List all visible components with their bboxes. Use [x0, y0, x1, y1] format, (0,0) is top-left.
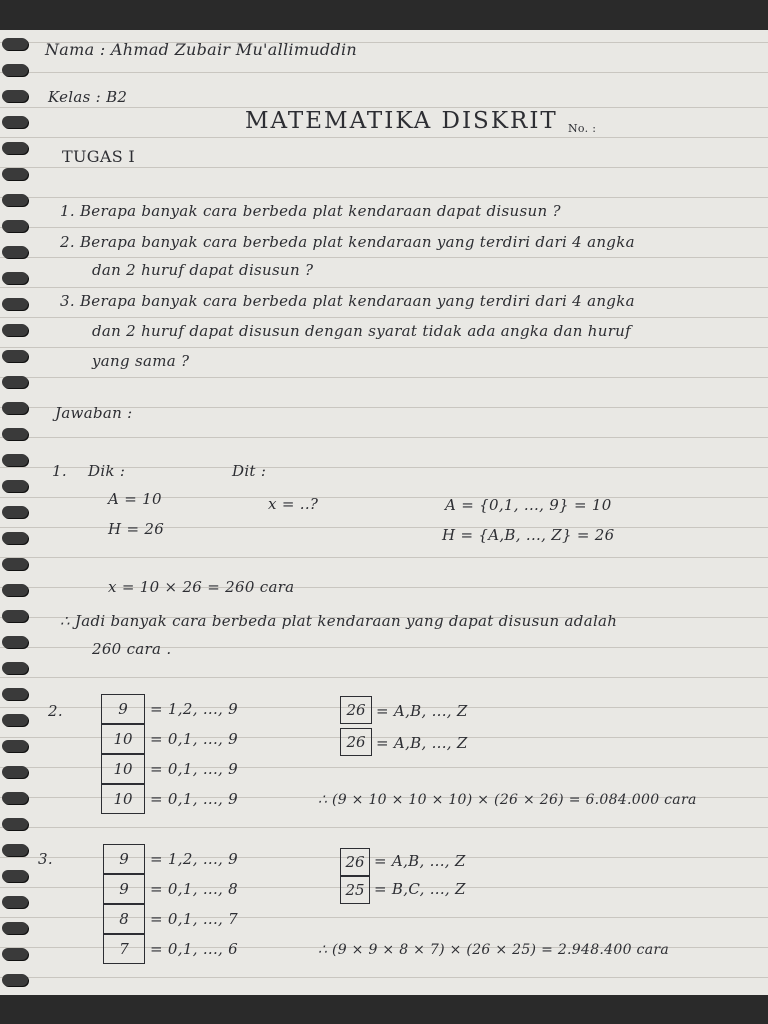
- class-line: Kelas : B2: [48, 88, 128, 106]
- a2-digit-range-3: = 0,1, ..., 9: [150, 760, 239, 778]
- spiral-ring: [2, 532, 28, 544]
- a1-calc: x = 10 × 26 = 260 cara: [108, 578, 295, 596]
- a1-conclusion-2: 260 cara .: [92, 640, 172, 658]
- spiral-ring: [2, 948, 28, 960]
- spiral-ring: [2, 636, 28, 648]
- a1-question: x = ..?: [268, 495, 319, 513]
- a3-digit-box-4: 7: [103, 934, 145, 964]
- spiral-ring: [2, 402, 28, 414]
- spiral-ring: [2, 896, 28, 908]
- spiral-ring: [2, 844, 28, 856]
- spiral-ring: [2, 376, 28, 388]
- a1-conclusion-1: ∴ Jadi banyak cara berbeda plat kendaraan yang dapat disusun adalah: [60, 612, 618, 630]
- a3-digit-range-1: = 1,2, ..., 9: [150, 850, 239, 868]
- no-label: No. :: [568, 122, 597, 135]
- a3-digit-range-3: = 0,1, ..., 7: [150, 910, 239, 928]
- a3-letter-range-1: = A,B, ..., Z: [374, 852, 466, 870]
- a1-h-value: H = 26: [108, 520, 165, 538]
- spiral-ring: [2, 116, 28, 128]
- spiral-ring: [2, 506, 28, 518]
- a2-digit-box-4: 10: [101, 784, 145, 814]
- a2-number: 2.: [48, 702, 63, 720]
- a3-letter-range-2: = B,C, ..., Z: [374, 880, 466, 898]
- a2-digit-range-2: = 0,1, ..., 9: [150, 730, 239, 748]
- a1-dit: Dit :: [232, 462, 267, 480]
- answer-label: Jawaban :: [55, 404, 133, 422]
- spiral-ring: [2, 662, 28, 674]
- a2-letter-range-1: = A,B, ..., Z: [376, 702, 468, 720]
- spiral-ring: [2, 870, 28, 882]
- a2-digit-box-1: 9: [101, 694, 145, 724]
- spiral-ring: [2, 428, 28, 440]
- a3-result: ∴ (9 × 9 × 8 × 7) × (26 × 25) = 2.948.400 cara: [318, 942, 669, 958]
- notebook-page: [0, 30, 768, 995]
- spiral-ring: [2, 792, 28, 804]
- a3-digit-box-3: 8: [103, 904, 145, 934]
- spiral-ring: [2, 324, 28, 336]
- a3-digit-box-2: 9: [103, 874, 145, 904]
- question-3-line-2: dan 2 huruf dapat disusun dengan syarat tidak ada angka dan huruf: [92, 322, 631, 340]
- spiral-ring: [2, 90, 28, 102]
- a1-a-value: A = 10: [108, 490, 162, 508]
- spiral-ring: [2, 194, 28, 206]
- spiral-ring: [2, 818, 28, 830]
- a2-digit-range-4: = 0,1, ..., 9: [150, 790, 239, 808]
- spiral-ring: [2, 454, 28, 466]
- a1-a-set: A = {0,1, ..., 9} = 10: [445, 496, 612, 514]
- a3-letter-box-1: 26: [340, 848, 370, 876]
- a2-letter-box-1: 26: [340, 696, 372, 724]
- task-label: TUGAS I: [62, 147, 135, 166]
- spiral-ring: [2, 584, 28, 596]
- a3-letter-box-2: 25: [340, 876, 370, 904]
- a3-digit-range-4: = 0,1, ..., 6: [150, 940, 239, 958]
- a2-digit-box-3: 10: [101, 754, 145, 784]
- a2-letter-box-2: 26: [340, 728, 372, 756]
- spiral-binding: [0, 30, 40, 995]
- name-line: Nama : Ahmad Zubair Mu'allimuddin: [45, 40, 358, 59]
- spiral-ring: [2, 714, 28, 726]
- a3-digit-box-1: 9: [103, 844, 145, 874]
- spiral-ring: [2, 220, 28, 232]
- spiral-ring: [2, 740, 28, 752]
- spiral-ring: [2, 766, 28, 778]
- spiral-ring: [2, 298, 28, 310]
- a2-digit-box-2: 10: [101, 724, 145, 754]
- a3-number: 3.: [38, 850, 53, 868]
- page-title: MATEMATIKA DISKRIT: [245, 108, 558, 134]
- question-3-line-3: yang sama ?: [92, 352, 190, 370]
- spiral-ring: [2, 480, 28, 492]
- spiral-ring: [2, 246, 28, 258]
- spiral-ring: [2, 922, 28, 934]
- question-2-line-2: dan 2 huruf dapat disusun ?: [92, 261, 314, 279]
- spiral-ring: [2, 168, 28, 180]
- spiral-ring: [2, 974, 28, 986]
- a2-letter-range-2: = A,B, ..., Z: [376, 734, 468, 752]
- spiral-ring: [2, 558, 28, 570]
- a2-digit-range-1: = 1,2, ..., 9: [150, 700, 239, 718]
- spiral-ring: [2, 272, 28, 284]
- spiral-ring: [2, 610, 28, 622]
- spiral-ring: [2, 64, 28, 76]
- a1-number: 1.: [52, 462, 67, 480]
- spiral-ring: [2, 38, 28, 50]
- spiral-ring: [2, 688, 28, 700]
- a3-digit-range-2: = 0,1, ..., 8: [150, 880, 239, 898]
- question-3-line-1: 3. Berapa banyak cara berbeda plat kendaraan yang terdiri dari 4 angka: [60, 292, 635, 310]
- question-1: 1. Berapa banyak cara berbeda plat kendaraan dapat disusun ?: [60, 202, 561, 220]
- a2-result: ∴ (9 × 10 × 10 × 10) × (26 × 26) = 6.084.000 cara: [318, 792, 697, 808]
- a1-dik: Dik :: [88, 462, 126, 480]
- a1-h-set: H = {A,B, ..., Z} = 26: [442, 526, 615, 544]
- spiral-ring: [2, 350, 28, 362]
- spiral-ring: [2, 142, 28, 154]
- question-2-line-1: 2. Berapa banyak cara berbeda plat kendaraan yang terdiri dari 4 angka: [60, 233, 635, 251]
